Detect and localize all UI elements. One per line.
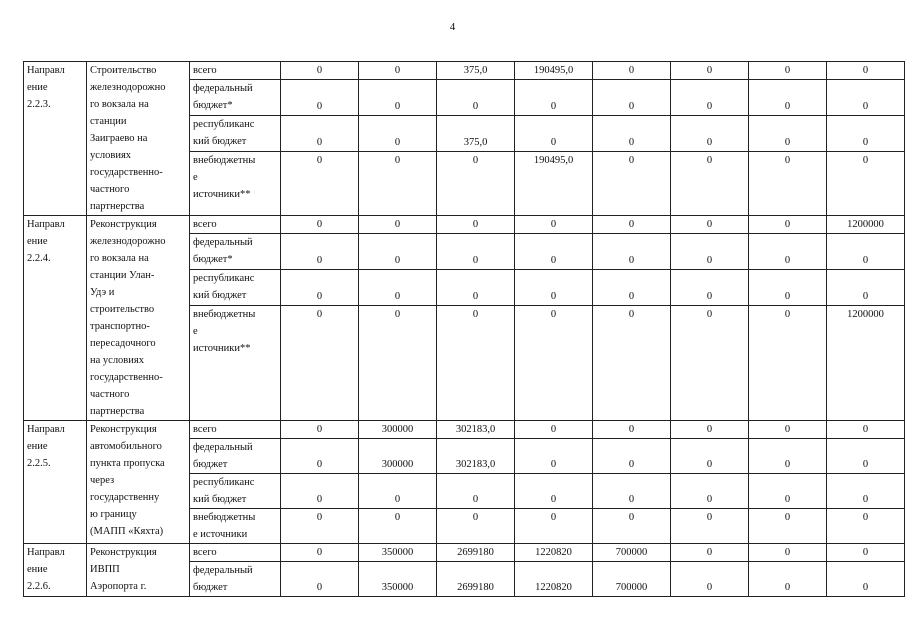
funding-source: республиканс кий бюджет xyxy=(190,116,281,152)
table-row xyxy=(24,544,905,562)
table-row xyxy=(24,216,905,234)
amount-cell: 0 xyxy=(437,151,515,215)
direction-description: Реконструкция ИВПП Аэропорта г. xyxy=(87,544,190,597)
funding-source: всего xyxy=(190,62,281,80)
amount-cell: 0 xyxy=(671,509,749,544)
amount-cell: 0 xyxy=(749,62,827,80)
amount-cell: 0 xyxy=(827,509,905,544)
amount-cell: 0 xyxy=(671,439,749,474)
amount-cell: 0 xyxy=(593,80,671,116)
funding-source: всего xyxy=(190,216,281,234)
amount-cell: 0 xyxy=(827,62,905,80)
amount-cell: 0 xyxy=(671,270,749,306)
amount-cell: 1200000 xyxy=(827,216,905,234)
amount-cell: 0 xyxy=(593,270,671,306)
amount-cell: 0 xyxy=(827,439,905,474)
amount-cell: 0 xyxy=(359,509,437,544)
amount-cell: 0 xyxy=(359,234,437,270)
amount-cell: 0 xyxy=(827,474,905,509)
funding-source: внебюджетны е источники xyxy=(190,509,281,544)
amount-cell: 0 xyxy=(827,562,905,597)
amount-cell: 0 xyxy=(593,151,671,215)
amount-cell: 0 xyxy=(593,62,671,80)
direction-code: Направл ение 2.2.6. xyxy=(24,544,87,597)
amount-cell: 1200000 xyxy=(827,305,905,420)
amount-cell: 0 xyxy=(749,270,827,306)
amount-cell: 0 xyxy=(671,305,749,420)
amount-cell: 300000 xyxy=(359,421,437,439)
amount-cell: 0 xyxy=(281,474,359,509)
funding-source: федеральный бюджет xyxy=(190,439,281,474)
funding-source: внебюджетны е источники** xyxy=(190,305,281,420)
amount-cell: 0 xyxy=(359,116,437,152)
amount-cell: 0 xyxy=(359,151,437,215)
amount-cell: 0 xyxy=(359,474,437,509)
amount-cell: 190495,0 xyxy=(515,62,593,80)
amount-cell: 0 xyxy=(749,305,827,420)
amount-cell: 0 xyxy=(671,544,749,562)
amount-cell: 0 xyxy=(749,509,827,544)
amount-cell: 0 xyxy=(281,439,359,474)
amount-cell: 0 xyxy=(359,216,437,234)
amount-cell: 0 xyxy=(749,474,827,509)
amount-cell: 0 xyxy=(671,234,749,270)
amount-cell: 0 xyxy=(281,151,359,215)
amount-cell: 0 xyxy=(593,439,671,474)
amount-cell: 0 xyxy=(437,80,515,116)
amount-cell: 0 xyxy=(593,234,671,270)
amount-cell: 2699180 xyxy=(437,562,515,597)
amount-cell: 0 xyxy=(515,439,593,474)
amount-cell: 0 xyxy=(749,562,827,597)
table-row xyxy=(24,421,905,439)
table-body xyxy=(24,62,905,597)
amount-cell: 0 xyxy=(281,421,359,439)
amount-cell: 0 xyxy=(827,544,905,562)
amount-cell: 0 xyxy=(671,474,749,509)
amount-cell: 375,0 xyxy=(437,116,515,152)
amount-cell: 0 xyxy=(281,305,359,420)
amount-cell: 0 xyxy=(515,509,593,544)
amount-cell: 0 xyxy=(593,216,671,234)
amount-cell: 0 xyxy=(671,116,749,152)
amount-cell: 0 xyxy=(515,80,593,116)
amount-cell: 0 xyxy=(671,151,749,215)
amount-cell: 0 xyxy=(827,80,905,116)
amount-cell: 0 xyxy=(827,421,905,439)
amount-cell: 0 xyxy=(671,421,749,439)
amount-cell: 0 xyxy=(749,80,827,116)
funding-source: федеральный бюджет* xyxy=(190,234,281,270)
amount-cell: 0 xyxy=(749,151,827,215)
amount-cell: 0 xyxy=(281,562,359,597)
amount-cell: 0 xyxy=(281,234,359,270)
amount-cell: 300000 xyxy=(359,439,437,474)
amount-cell: 0 xyxy=(437,216,515,234)
amount-cell: 350000 xyxy=(359,562,437,597)
amount-cell: 0 xyxy=(749,116,827,152)
amount-cell: 1220820 xyxy=(515,544,593,562)
amount-cell: 700000 xyxy=(593,544,671,562)
amount-cell: 0 xyxy=(437,474,515,509)
amount-cell: 375,0 xyxy=(437,62,515,80)
amount-cell: 0 xyxy=(671,62,749,80)
amount-cell: 0 xyxy=(515,216,593,234)
budget-table xyxy=(23,61,905,597)
amount-cell: 0 xyxy=(515,234,593,270)
amount-cell: 2699180 xyxy=(437,544,515,562)
amount-cell: 0 xyxy=(827,116,905,152)
amount-cell: 0 xyxy=(593,474,671,509)
amount-cell: 0 xyxy=(671,80,749,116)
amount-cell: 0 xyxy=(281,80,359,116)
amount-cell: 0 xyxy=(593,116,671,152)
amount-cell: 0 xyxy=(281,544,359,562)
direction-code: Направл ение 2.2.3. xyxy=(24,62,87,216)
funding-source: всего xyxy=(190,421,281,439)
amount-cell: 0 xyxy=(827,234,905,270)
amount-cell: 0 xyxy=(281,116,359,152)
amount-cell: 0 xyxy=(281,62,359,80)
amount-cell: 0 xyxy=(281,270,359,306)
amount-cell: 0 xyxy=(281,216,359,234)
amount-cell: 0 xyxy=(515,474,593,509)
amount-cell: 350000 xyxy=(359,544,437,562)
funding-source: федеральный бюджет xyxy=(190,562,281,597)
amount-cell: 0 xyxy=(437,305,515,420)
funding-source: внебюджетны е источники** xyxy=(190,151,281,215)
amount-cell: 0 xyxy=(593,421,671,439)
amount-cell: 0 xyxy=(749,234,827,270)
amount-cell: 0 xyxy=(359,270,437,306)
amount-cell: 0 xyxy=(671,562,749,597)
amount-cell: 0 xyxy=(749,544,827,562)
amount-cell: 0 xyxy=(593,305,671,420)
direction-description: Строительство железнодорожно го вокзала на станции Заиграево на условиях государственно- частного партнерства xyxy=(87,62,190,216)
amount-cell: 700000 xyxy=(593,562,671,597)
amount-cell: 0 xyxy=(359,80,437,116)
amount-cell: 0 xyxy=(359,62,437,80)
amount-cell: 0 xyxy=(515,305,593,420)
amount-cell: 302183,0 xyxy=(437,439,515,474)
amount-cell: 0 xyxy=(827,270,905,306)
amount-cell: 0 xyxy=(593,509,671,544)
direction-description: Реконструкция автомобильного пункта пропуска через государственну ю границу (МАПП «Кяхта) xyxy=(87,421,190,544)
funding-source: республиканс кий бюджет xyxy=(190,474,281,509)
amount-cell: 0 xyxy=(281,509,359,544)
amount-cell: 0 xyxy=(437,234,515,270)
amount-cell: 190495,0 xyxy=(515,151,593,215)
amount-cell: 302183,0 xyxy=(437,421,515,439)
amount-cell: 0 xyxy=(515,421,593,439)
amount-cell: 0 xyxy=(827,151,905,215)
amount-cell: 0 xyxy=(437,509,515,544)
funding-source: федеральный бюджет* xyxy=(190,80,281,116)
table-row xyxy=(24,62,905,80)
amount-cell: 0 xyxy=(515,116,593,152)
funding-source: всего xyxy=(190,544,281,562)
amount-cell: 0 xyxy=(749,439,827,474)
amount-cell: 0 xyxy=(749,216,827,234)
amount-cell: 0 xyxy=(749,421,827,439)
direction-description: Реконструкция железнодорожно го вокзала на станции Улан- Удэ и строительство транспортно- пересадочного на условиях государственно- частного партнерства xyxy=(87,216,190,421)
direction-code: Направл ение 2.2.5. xyxy=(24,421,87,544)
amount-cell: 0 xyxy=(437,270,515,306)
page-number: 4 xyxy=(449,21,456,33)
direction-code: Направл ение 2.2.4. xyxy=(24,216,87,421)
amount-cell: 0 xyxy=(671,216,749,234)
amount-cell: 0 xyxy=(359,305,437,420)
funding-source: республиканс кий бюджет xyxy=(190,270,281,306)
amount-cell: 0 xyxy=(515,270,593,306)
amount-cell: 1220820 xyxy=(515,562,593,597)
